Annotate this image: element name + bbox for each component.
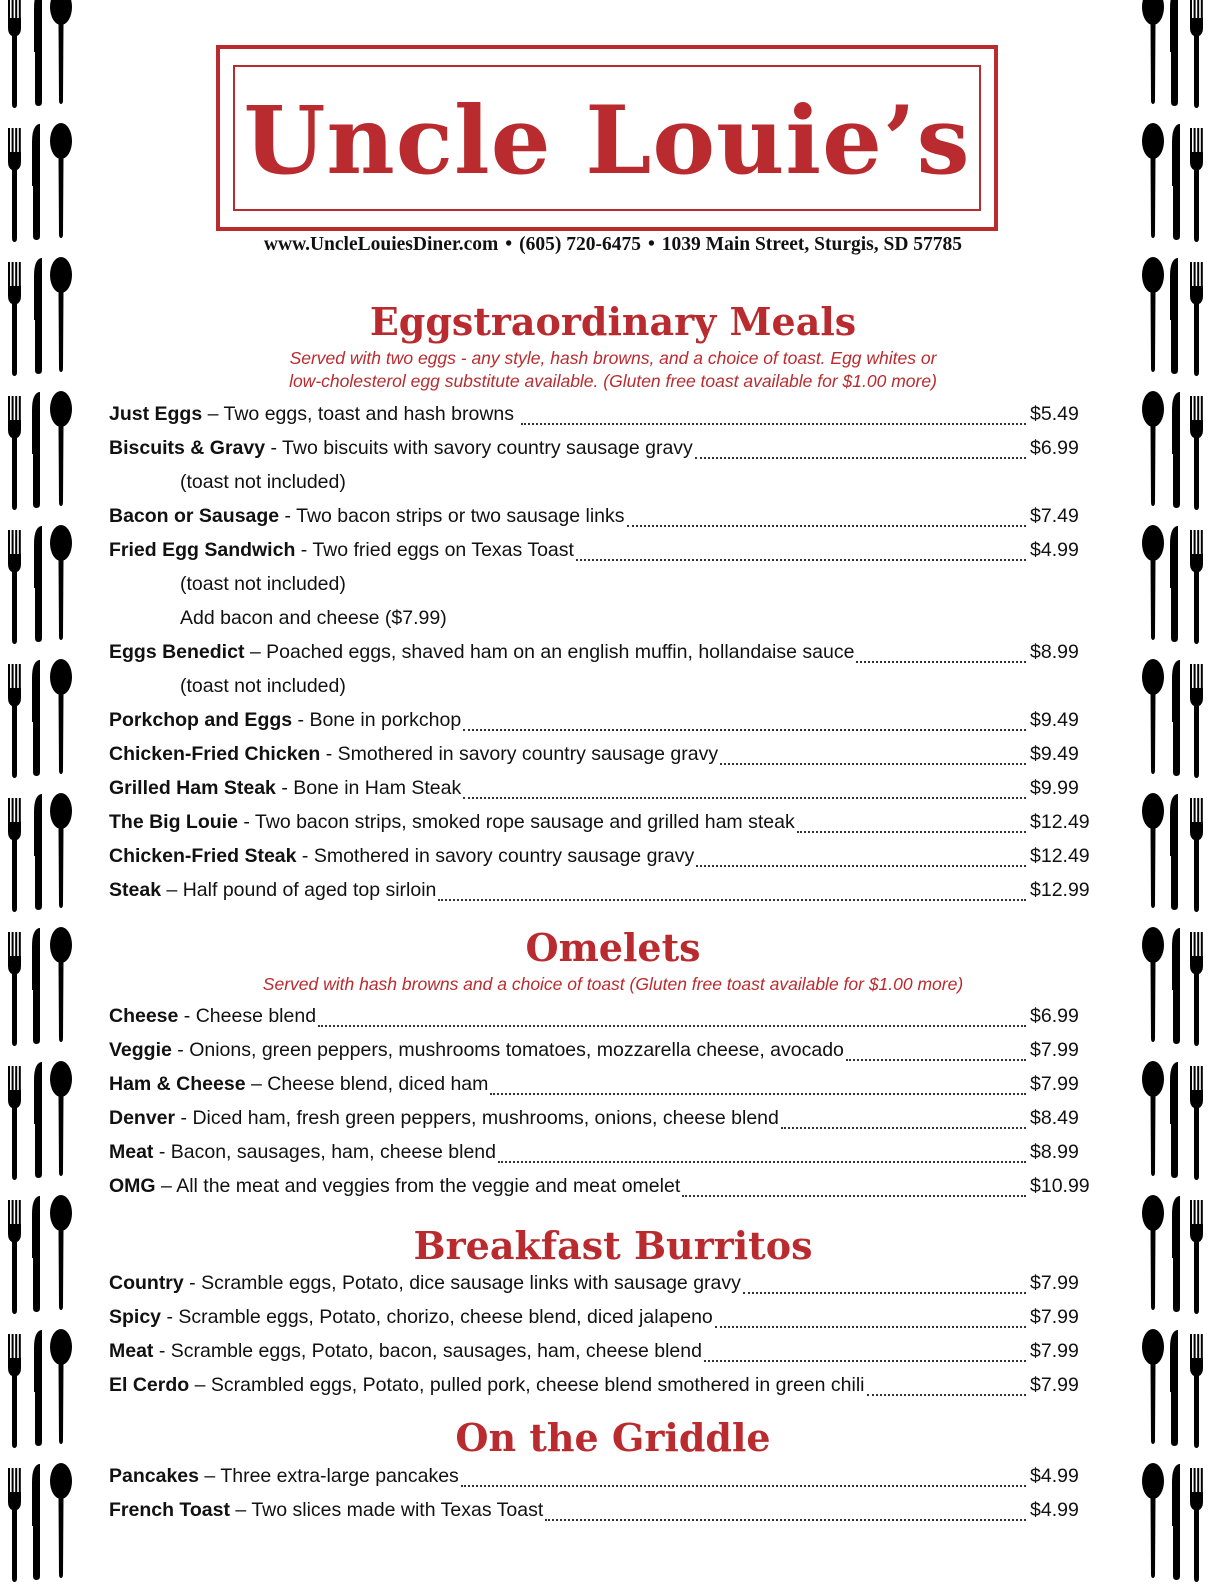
spoon-icon: [50, 927, 72, 1042]
spoon-icon: [1142, 1195, 1164, 1310]
menu-item-name: Country: [109, 1272, 184, 1294]
menu-item-description: - Smothered in savory country sausage gravy: [296, 845, 695, 867]
menu-item-description: – Two eggs, toast and hash browns: [202, 403, 520, 425]
spoon-icon: [50, 257, 72, 372]
section-note-eggs: [200, 347, 1026, 393]
knife-icon: [1172, 660, 1180, 776]
dot-leader: [461, 1481, 1026, 1487]
menu-item: [109, 873, 1099, 907]
menu-item-price: $8.99: [1030, 1141, 1079, 1163]
section-title-omelets: Omelets: [525, 925, 701, 970]
menu-item-line: [109, 1169, 680, 1203]
menu-item-price: $10.99: [1030, 1175, 1090, 1197]
logo-inner-frame: [233, 65, 981, 211]
dot-leader: [856, 657, 1026, 663]
menu-item-description: – Half pound of aged top sirloin: [161, 879, 437, 901]
fork-icon: [8, 1200, 21, 1314]
menu-item-note: (toast not included): [180, 471, 346, 493]
dot-leader: [867, 1390, 1026, 1396]
menu-item-description: - Scramble eggs, Potato, dice sausage links with sausage gravy: [183, 1272, 741, 1294]
address: 1039 Main Street, Sturgis, SD 57785: [661, 234, 963, 255]
spoon-icon: [1142, 1061, 1164, 1176]
menu-item-description: - Cheese blend: [178, 1005, 317, 1027]
menu-item-price: $9.49: [1030, 743, 1079, 765]
dot-leader: [720, 759, 1026, 765]
menu-item-description: - Diced ham, fresh green peppers, mushrooms, onions, cheese blend: [175, 1107, 779, 1129]
menu-item: [109, 499, 1099, 533]
spoon-icon: [50, 123, 72, 238]
menu-item-name: Bacon or Sausage: [109, 505, 280, 527]
spoon-icon: [50, 793, 72, 908]
menu-item-price: $9.49: [1030, 709, 1079, 731]
menu-item-name: Just Eggs: [109, 403, 203, 425]
menu-item: [109, 737, 1099, 771]
fork-icon: [8, 0, 21, 108]
knife-icon: [1172, 1464, 1180, 1580]
menu-item-name: OMG: [109, 1175, 156, 1197]
menu-item-line: [109, 1067, 488, 1101]
menu-item-line: [109, 533, 574, 567]
knife-icon: [1172, 392, 1180, 508]
fork-icon: [1190, 798, 1203, 912]
menu-item-line: [109, 1334, 702, 1368]
menu-item-name: Biscuits & Gravy: [109, 437, 266, 459]
menu-item: [109, 635, 1099, 669]
knife-icon: [1172, 124, 1180, 240]
spoon-icon: [50, 1195, 72, 1310]
fork-icon: [1190, 128, 1203, 242]
menu-item-line: [109, 737, 718, 771]
fork-icon: [1190, 262, 1203, 376]
menu-item-line: [109, 1300, 713, 1334]
menu-item-line: [109, 703, 461, 737]
dot-leader: [704, 1356, 1026, 1362]
spoon-icon: [1142, 391, 1164, 506]
spoon-icon: [50, 1061, 72, 1176]
restaurant-name: Uncle Louie’s: [243, 86, 971, 196]
menu-item: [109, 397, 1099, 431]
menu-item-name: Cheese: [109, 1005, 179, 1027]
dot-leader: [682, 1191, 1026, 1197]
menu-item-name: Pancakes: [109, 1465, 199, 1487]
section-title-burritos: Breakfast Burritos: [413, 1223, 813, 1268]
spoon-icon: [1142, 1463, 1164, 1578]
menu-item-description: - Bone in porkchop: [292, 709, 462, 731]
menu-item-name: Eggs Benedict: [109, 641, 245, 663]
dot-leader: [463, 725, 1026, 731]
menu-item-price: $7.99: [1030, 1306, 1079, 1328]
menu-item-name: Meat: [109, 1340, 154, 1362]
section-note-omelets: [200, 973, 1026, 996]
knife-icon: [1170, 794, 1178, 910]
section-title-griddle: On the Griddle: [455, 1415, 771, 1460]
knife-icon: [34, 0, 42, 106]
knife-icon: [1172, 928, 1180, 1044]
menu-item-line: [109, 805, 795, 839]
knife-icon: [34, 258, 42, 374]
menu-item-line: [109, 839, 694, 873]
menu-item-line: [109, 1135, 496, 1169]
fork-icon: [8, 128, 21, 242]
spoon-icon: [1142, 525, 1164, 640]
menu-item-description: – Three extra-large pancakes: [199, 1465, 459, 1487]
menu-item-description: - Smothered in savory country sausage gravy: [320, 743, 719, 765]
dot-leader: [781, 1123, 1026, 1129]
menu-item: [109, 1493, 1099, 1527]
dot-leader: [576, 555, 1026, 561]
knife-icon: [32, 1196, 40, 1312]
knife-icon: [1172, 1196, 1180, 1312]
menu-item-name: Chicken-Fried Chicken: [109, 743, 321, 765]
menu-item: [109, 1067, 1099, 1101]
dot-leader: [797, 827, 1026, 833]
menu-item-line: [109, 1459, 459, 1493]
menu-item-price: $7.99: [1030, 1073, 1079, 1095]
fork-icon: [1190, 664, 1203, 778]
fork-icon: [1190, 530, 1203, 644]
menu-item: [109, 703, 1099, 737]
spoon-icon: [1142, 659, 1164, 774]
dot-leader: [696, 861, 1026, 867]
menu-item-price: $12.99: [1030, 879, 1090, 901]
menu-item-description: - Scramble eggs, Potato, chorizo, cheese blend, diced jalapeno: [161, 1306, 713, 1328]
menu-item-line: [109, 999, 316, 1033]
menu-item: [109, 1459, 1099, 1493]
menu-item: [109, 533, 1099, 567]
fork-icon: [8, 1468, 21, 1582]
spoon-icon: [1142, 927, 1164, 1042]
items-omelets: [109, 999, 1099, 1203]
menu-item-name: Veggie: [109, 1039, 172, 1061]
menu-item-name: Fried Egg Sandwich: [109, 539, 296, 561]
menu-item-note: (toast not included): [180, 573, 346, 595]
menu-item-price: $12.49: [1030, 811, 1090, 833]
spoon-icon: [1142, 123, 1164, 238]
fork-icon: [8, 798, 21, 912]
menu-item-description: - Scramble eggs, Potato, bacon, sausages, ham, cheese blend: [153, 1340, 702, 1362]
fork-icon: [8, 396, 21, 510]
knife-icon: [34, 526, 42, 642]
menu-item-description: - Onions, green peppers, mushrooms tomatoes, mozzarella cheese, avocado: [171, 1039, 844, 1061]
fork-icon: [8, 262, 21, 376]
spoon-icon: [50, 659, 72, 774]
dot-leader: [715, 1322, 1026, 1328]
menu-item-name: Chicken-Fried Steak: [109, 845, 297, 867]
menu-item-line: [109, 1493, 543, 1527]
menu-item: [109, 431, 1099, 465]
spoon-icon: [50, 391, 72, 506]
menu-item-name: Ham & Cheese: [109, 1073, 246, 1095]
knife-icon: [1170, 258, 1178, 374]
menu-item-price: $7.99: [1030, 1272, 1079, 1294]
menu-item-price: $4.99: [1030, 1465, 1079, 1487]
fork-icon: [8, 932, 21, 1046]
fork-icon: [1190, 396, 1203, 510]
spoon-icon: [50, 1463, 72, 1578]
dot-leader: [438, 895, 1026, 901]
menu-item-price: $7.99: [1030, 1340, 1079, 1362]
menu-item: [109, 771, 1099, 805]
menu-item-name: The Big Louie: [109, 811, 238, 833]
menu-item-description: – Poached eggs, shaved ham on an english muffin, hollandaise sauce: [244, 641, 855, 663]
dot-leader: [695, 453, 1026, 459]
menu-item-name: Meat: [109, 1141, 154, 1163]
fork-icon: [1190, 932, 1203, 1046]
menu-item-name: Grilled Ham Steak: [109, 777, 276, 799]
dot-leader: [743, 1288, 1026, 1294]
menu-item: [109, 805, 1099, 839]
menu-item-line: [109, 635, 854, 669]
knife-icon: [34, 1330, 42, 1446]
knife-icon: [1170, 526, 1178, 642]
menu-item-line: [109, 1033, 844, 1067]
fork-icon: [1190, 1334, 1203, 1448]
menu-item-price: $7.49: [1030, 505, 1079, 527]
spoon-icon: [1142, 1329, 1164, 1444]
knife-icon: [32, 928, 40, 1044]
menu-item: [109, 1101, 1099, 1135]
spoon-icon: [1142, 793, 1164, 908]
menu-item-description: – Cheese blend, diced ham: [245, 1073, 489, 1095]
menu-item-price: $8.49: [1030, 1107, 1079, 1129]
menu-item-note: (toast not included): [180, 675, 346, 697]
menu-item: [109, 1135, 1099, 1169]
logo-frame: [216, 45, 998, 231]
menu-item-line: [109, 397, 519, 431]
note-line: low-cholesterol egg substitute available. (Gluten free toast available for $1.00 more): [289, 371, 937, 391]
menu-item: [109, 1033, 1099, 1067]
knife-icon: [32, 660, 40, 776]
menu-item-line: [109, 771, 461, 805]
items-eggs: [109, 397, 1099, 907]
menu-item-price: $6.99: [1030, 437, 1079, 459]
menu-item-line: [109, 431, 693, 465]
menu-item-price: $5.49: [1030, 403, 1079, 425]
menu-item-name: Denver: [109, 1107, 176, 1129]
website: www.UncleLouiesDiner.com: [263, 234, 499, 255]
knife-icon: [1170, 1330, 1178, 1446]
knife-icon: [34, 1062, 42, 1178]
dot-leader: [318, 1021, 1026, 1027]
menu-item-price: $12.49: [1030, 845, 1090, 867]
menu-item-price: $6.99: [1030, 1005, 1079, 1027]
menu-item-description: - Bacon, sausages, ham, cheese blend: [153, 1141, 496, 1163]
menu-item-line: [109, 1368, 865, 1402]
menu-item: [109, 1368, 1099, 1402]
menu-item-description: - Two biscuits with savory country sausage gravy: [265, 437, 693, 459]
menu-item-name: French Toast: [109, 1499, 230, 1521]
knife-icon: [32, 124, 40, 240]
menu-item-description: - Two fried eggs on Texas Toast: [295, 539, 574, 561]
fork-icon: [1190, 1200, 1203, 1314]
fork-icon: [1190, 1066, 1203, 1180]
cutlery-border-right: [1140, 0, 1220, 1588]
menu-item-line: [109, 1101, 779, 1135]
menu-item-price: $4.99: [1030, 1499, 1079, 1521]
dot-leader: [498, 1157, 1026, 1163]
fork-icon: [1190, 0, 1203, 108]
note-line: Served with hash browns and a choice of toast (Gluten free toast available for $1.00 more): [262, 974, 964, 994]
knife-icon: [1170, 1062, 1178, 1178]
menu-item-price: $7.99: [1030, 1039, 1079, 1061]
menu-item-description: – Two slices made with Texas Toast: [230, 1499, 544, 1521]
fork-icon: [8, 1334, 21, 1448]
knife-icon: [32, 392, 40, 508]
menu-item-line: [109, 499, 625, 533]
menu-item-note: Add bacon and cheese ($7.99): [180, 607, 447, 629]
items-griddle: [109, 1459, 1099, 1527]
menu-item-price: $7.99: [1030, 1374, 1079, 1396]
menu-item-description: - Two bacon strips, smoked rope sausage and grilled ham steak: [237, 811, 795, 833]
dot-leader: [490, 1089, 1026, 1095]
dot-leader: [463, 793, 1026, 799]
dot-leader: [545, 1515, 1026, 1521]
menu-item-price: $9.99: [1030, 777, 1079, 799]
cutlery-border-left: [0, 0, 80, 1588]
menu-item-name: El Cerdo: [109, 1374, 190, 1396]
menu-item-price: $8.99: [1030, 641, 1079, 663]
menu-item: [109, 1334, 1099, 1368]
note-line: Served with two eggs - any style, hash browns, and a choice of toast. Egg whites or: [289, 348, 937, 368]
menu-item-line: [109, 873, 436, 907]
menu-item-description: - Two bacon strips or two sausage links: [279, 505, 625, 527]
dot-leader: [627, 521, 1026, 527]
fork-icon: [8, 1066, 21, 1180]
section-title-eggs: Eggstraordinary Meals: [369, 299, 857, 344]
spoon-icon: [50, 1329, 72, 1444]
knife-icon: [1170, 0, 1178, 106]
fork-icon: [8, 530, 21, 644]
dot-leader: [846, 1055, 1026, 1061]
contact-line: [120, 234, 1106, 256]
menu-item-line: [109, 1266, 741, 1300]
menu-item-name: Porkchop and Eggs: [109, 709, 293, 731]
menu-item-description: – Scrambled eggs, Potato, pulled pork, cheese blend smothered in green chili: [189, 1374, 865, 1396]
menu-item-name: Spicy: [109, 1306, 162, 1328]
knife-icon: [32, 1464, 40, 1580]
menu-item: [109, 1266, 1099, 1300]
spoon-icon: [50, 525, 72, 640]
spoon-icon: [1142, 0, 1164, 104]
menu-item: [109, 1169, 1099, 1203]
spoon-icon: [50, 0, 72, 104]
menu-item-price: $4.99: [1030, 539, 1079, 561]
menu-item: [109, 839, 1099, 873]
spoon-icon: [1142, 257, 1164, 372]
phone: (605) 720-6475: [519, 234, 641, 255]
separator: •: [647, 234, 655, 255]
items-burritos: [109, 1266, 1099, 1402]
menu-item: [109, 999, 1099, 1033]
separator: •: [505, 234, 513, 255]
menu-item-name: Steak: [109, 879, 162, 901]
dot-leader: [521, 419, 1026, 425]
menu-item-description: – All the meat and veggies from the veggie and meat omelet: [155, 1175, 681, 1197]
knife-icon: [34, 794, 42, 910]
fork-icon: [8, 664, 21, 778]
menu-item-description: - Bone in Ham Steak: [275, 777, 462, 799]
fork-icon: [1190, 1468, 1203, 1582]
menu-item: [109, 1300, 1099, 1334]
